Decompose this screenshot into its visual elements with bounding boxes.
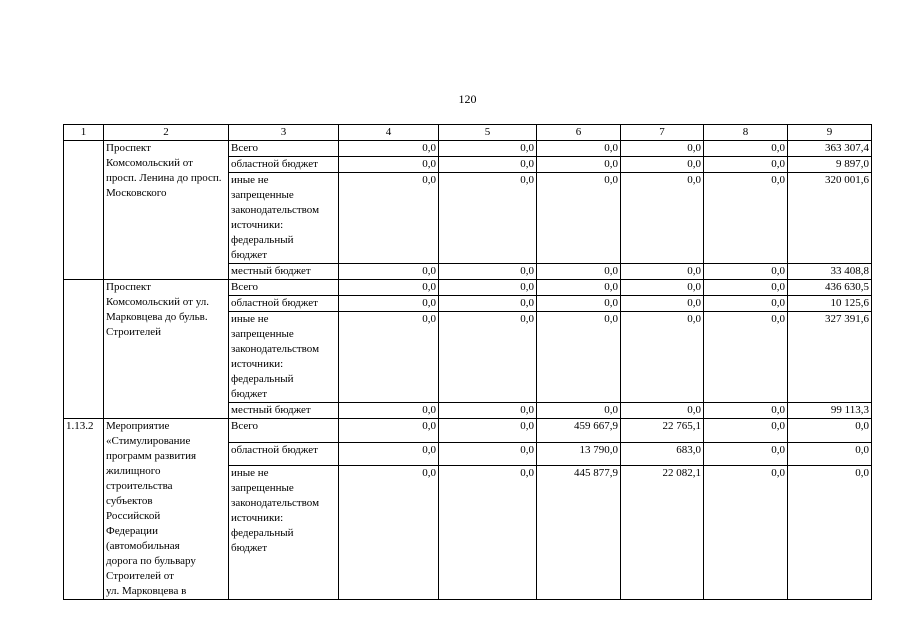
row-code: 1.13.2 xyxy=(64,419,104,600)
page-number: 120 xyxy=(458,92,477,106)
source-label-line: бюджет xyxy=(231,388,267,400)
source-label: областной бюджет xyxy=(229,442,339,466)
value-cell: 0,0 xyxy=(537,173,621,264)
source-label xyxy=(229,173,339,264)
table-row xyxy=(64,280,872,296)
source-label: местный бюджет xyxy=(229,403,339,419)
value-cell: 0,0 xyxy=(621,173,704,264)
source-label-line: запрещенные xyxy=(231,328,294,340)
value-cell: 99 113,3 xyxy=(788,403,872,419)
column-header: 4 xyxy=(339,125,439,141)
value-cell: 10 125,6 xyxy=(788,296,872,312)
value-cell: 0,0 xyxy=(439,157,537,173)
value-cell: 0,0 xyxy=(339,173,439,264)
row-name-line: Российской xyxy=(106,510,161,522)
value-cell: 0,0 xyxy=(537,312,621,403)
value-cell: 0,0 xyxy=(339,157,439,173)
value-cell: 0,0 xyxy=(537,141,621,157)
value-cell: 0,0 xyxy=(704,419,788,443)
value-cell: 0,0 xyxy=(339,280,439,296)
row-name-line: Федерации xyxy=(106,525,158,537)
source-label: Всего xyxy=(229,419,339,443)
row-name-line: жилищного xyxy=(106,465,161,477)
value-cell: 0,0 xyxy=(439,403,537,419)
value-cell: 0,0 xyxy=(439,312,537,403)
source-label-line: федеральный xyxy=(231,373,294,385)
source-label-line: источники: xyxy=(231,219,284,231)
value-cell: 0,0 xyxy=(439,419,537,443)
value-cell: 0,0 xyxy=(704,264,788,280)
value-cell: 683,0 xyxy=(621,442,704,466)
column-header: 3 xyxy=(229,125,339,141)
value-cell: 0,0 xyxy=(621,296,704,312)
value-cell: 436 630,5 xyxy=(788,280,872,296)
value-cell: 0,0 xyxy=(788,466,872,600)
value-cell: 0,0 xyxy=(537,264,621,280)
column-header: 2 xyxy=(104,125,229,141)
source-label xyxy=(229,312,339,403)
row-name-line: (автомобильная xyxy=(106,540,180,552)
source-label xyxy=(229,466,339,600)
value-cell: 0,0 xyxy=(339,419,439,443)
value-cell: 13 790,0 xyxy=(537,442,621,466)
source-label-line: источники: xyxy=(231,358,284,370)
value-cell: 459 667,9 xyxy=(537,419,621,443)
source-label-line: источники: xyxy=(231,512,284,525)
row-name-line: «Стимулирование xyxy=(106,435,191,447)
row-code xyxy=(64,280,104,419)
value-cell: 0,0 xyxy=(704,296,788,312)
value-cell: 0,0 xyxy=(704,173,788,264)
value-cell: 33 408,8 xyxy=(788,264,872,280)
value-cell: 0,0 xyxy=(339,403,439,419)
source-label-line: иные не xyxy=(231,467,269,480)
value-cell: 0,0 xyxy=(439,141,537,157)
value-cell: 0,0 xyxy=(704,312,788,403)
source-label-line: федеральный xyxy=(231,527,294,540)
source-label-line: запрещенные xyxy=(231,482,294,495)
source-label-line: иные не xyxy=(231,174,269,186)
value-cell: 320 001,6 xyxy=(788,173,872,264)
row-name-line: Мероприятие xyxy=(106,420,170,432)
source-label-line: запрещенные xyxy=(231,189,294,201)
value-cell: 0,0 xyxy=(704,280,788,296)
column-header: 7 xyxy=(621,125,704,141)
source-label: областной бюджет xyxy=(229,296,339,312)
value-cell: 0,0 xyxy=(704,403,788,419)
row-name-line: строительства xyxy=(106,480,173,492)
value-cell: 0,0 xyxy=(439,466,537,600)
value-cell: 0,0 xyxy=(621,264,704,280)
source-label-line: федеральный xyxy=(231,234,294,246)
column-header: 1 xyxy=(64,125,104,141)
header-row xyxy=(64,125,872,141)
column-header: 6 xyxy=(537,125,621,141)
value-cell: 0,0 xyxy=(339,442,439,466)
source-label: Всего xyxy=(229,280,339,296)
source-label-line: законодательством xyxy=(231,497,320,510)
value-cell: 0,0 xyxy=(537,157,621,173)
value-cell: 0,0 xyxy=(788,442,872,466)
table-row xyxy=(64,141,872,157)
value-cell: 0,0 xyxy=(439,296,537,312)
budget-table xyxy=(63,124,872,600)
value-cell: 0,0 xyxy=(439,442,537,466)
column-header: 9 xyxy=(788,125,872,141)
value-cell: 0,0 xyxy=(537,403,621,419)
value-cell: 0,0 xyxy=(537,296,621,312)
value-cell: 445 877,9 xyxy=(537,466,621,600)
source-label-line: законодательством xyxy=(231,343,320,355)
value-cell: 0,0 xyxy=(621,141,704,157)
value-cell: 0,0 xyxy=(439,173,537,264)
value-cell: 22 765,1 xyxy=(621,419,704,443)
value-cell: 0,0 xyxy=(537,280,621,296)
value-cell: 0,0 xyxy=(704,442,788,466)
row-name-line: Строителей от xyxy=(106,570,174,582)
row-code xyxy=(64,141,104,280)
source-label: местный бюджет xyxy=(229,264,339,280)
value-cell: 0,0 xyxy=(621,280,704,296)
source-label-line: законодательством xyxy=(231,204,320,216)
row-name-line: ул. Марковцева в xyxy=(106,585,187,597)
value-cell: 0,0 xyxy=(339,264,439,280)
value-cell: 0,0 xyxy=(621,403,704,419)
source-label: областной бюджет xyxy=(229,157,339,173)
row-name-line: дорога по бульвару xyxy=(106,555,196,567)
value-cell: 0,0 xyxy=(621,312,704,403)
value-cell: 0,0 xyxy=(704,141,788,157)
value-cell: 0,0 xyxy=(788,419,872,443)
row-name: Проспект Комсомольский от ул. Марковцева до бульв. Строителей xyxy=(104,280,229,419)
value-cell: 9 897,0 xyxy=(788,157,872,173)
source-label-line: иные не xyxy=(231,313,269,325)
value-cell: 0,0 xyxy=(704,157,788,173)
value-cell: 0,0 xyxy=(339,312,439,403)
value-cell: 0,0 xyxy=(339,296,439,312)
value-cell: 363 307,4 xyxy=(788,141,872,157)
value-cell: 22 082,1 xyxy=(621,466,704,600)
value-cell: 0,0 xyxy=(339,141,439,157)
value-cell: 0,0 xyxy=(339,466,439,600)
value-cell: 0,0 xyxy=(439,264,537,280)
table-row xyxy=(64,419,872,443)
value-cell: 0,0 xyxy=(621,157,704,173)
row-name xyxy=(104,419,229,600)
row-name-line: субъектов xyxy=(106,495,153,507)
source-label-line: бюджет xyxy=(231,249,267,261)
value-cell: 327 391,6 xyxy=(788,312,872,403)
column-header: 8 xyxy=(704,125,788,141)
source-label: Всего xyxy=(229,141,339,157)
source-label-line: бюджет xyxy=(231,542,267,555)
row-name: Проспект Комсомольский от просп. Ленина до просп. Московского xyxy=(104,141,229,280)
value-cell: 0,0 xyxy=(439,280,537,296)
value-cell: 0,0 xyxy=(704,466,788,600)
row-name-line: программ развития xyxy=(106,450,197,462)
column-header: 5 xyxy=(439,125,537,141)
